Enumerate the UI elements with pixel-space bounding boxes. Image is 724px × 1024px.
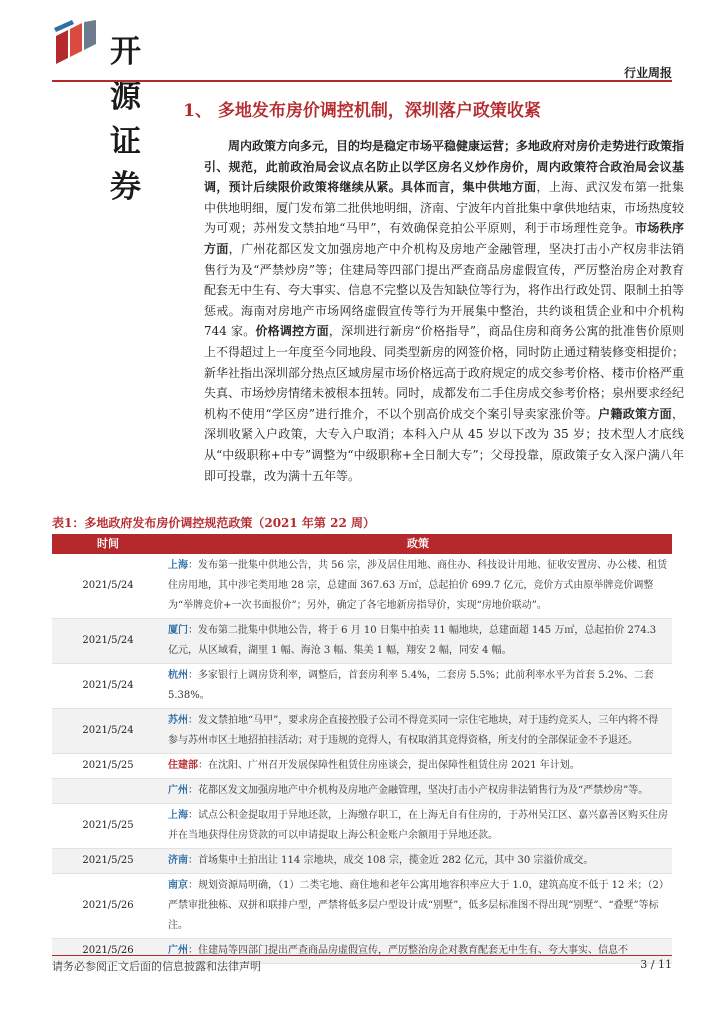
table-row [52, 619, 672, 664]
row-city: 苏州 [168, 715, 188, 726]
table-row [52, 779, 672, 804]
row-policy [164, 874, 672, 939]
row-policy [164, 804, 672, 849]
table-caption: 表1：多地政府发布房价调控规范政策（2021 年第 22 周） [52, 516, 375, 530]
text-land-supply: ，上海、武汉发布第一批集中供地明细，厦门发布第二批供地明细，济南、宁波年内首批集中拿供地结束，市场热度较为可观；苏州发文禁拍地“马甲”，有效确保竞拍公平原则，利于市场理性竞争。 [204, 180, 685, 236]
row-policy [164, 779, 672, 804]
text-market-order: ，广州花都区发文加强房地产中介机构及房地产金融管理，坚决打击小产权房非法销售行为及“严禁炒房”等；住建局等四部门提出严查商品房虚假宣传，严厉整治房企对教育配套无中生有、夸大事实、信息不完整以及告知缺位等行为，将作出行政处罚、限制土拍等惩戒。海南对房地产市场网络虚假宣传等行为开展集中整治，共约谈租赁企业和中介机构 744 家。 [204, 241, 685, 339]
table-row [52, 849, 672, 874]
footer-divider [52, 955, 672, 956]
lead-summary: 周内政策方向多元，目的均是稳定市场平稳健康运营；多地政府对房价走势进行政策指引、规范，此前政治局会议点名防止以学区房名义炒作房价，周内政策符合政治局会议基调，预计后续限价政策将继续从紧。具体而言， [204, 139, 685, 195]
row-policy-text: ：多家银行上调房贷利率，调整后，首套房利率 5.4%，二套房 5.5%；此前利率水平为首套 5.2%、二套 5.38%。 [168, 670, 654, 701]
row-city: 上海 [168, 560, 188, 571]
row-city: 住建部 [168, 760, 198, 771]
row-policy-text: ：首场集中土拍出让 114 宗地块，成交 108 宗，揽金近 282 亿元，其中 30 宗溢价成交。 [188, 855, 594, 866]
text-hukou-policy: ，深圳收紧入户政策，大专入户取消；本科入户从 45 岁以下改为 35 岁；技术型人才底线从“中级职称+中专”调整为“中级职称+全日制大专”；父母投靠，原政策子女入深户满八年即可投靠，改为满十五年等。 [204, 406, 684, 483]
row-city: 厦门 [168, 625, 188, 636]
row-city: 济南 [168, 855, 188, 866]
table-row [52, 554, 672, 619]
row-policy-text: ：规划资源局明确，（1）二类宅地、商住地和老年公寓用地容积率应大于 1.0，建筑高度不低于 12 米；（2）严禁审批独栋、双拼和联排户型，严禁将低多层户型设计成“别墅”，低多层标准图不得出现“别墅”、“叠墅”等标注。 [168, 880, 664, 931]
body-paragraph [204, 136, 684, 486]
row-policy [164, 709, 672, 754]
row-city: 上海 [168, 810, 188, 821]
table-row [52, 664, 672, 709]
row-date: 2021/5/26 [52, 874, 164, 939]
row-policy [164, 619, 672, 664]
row-date: 2021/5/25 [52, 804, 164, 849]
row-policy-text: ：发布第一批集中供地公告，共 56 宗，涉及居住用地、商住办、科技设计用地、征收安置房、办公楼、租赁住房用地，其中涉宅类用地 28 宗，总建面 367.63 万㎡，总起拍价 699.7 亿元，竞价方式由原举牌竞价调整为“举牌竞价+一次书面报价”；另外，确定了各宅地新房指导价，实现“房地价联动”。 [168, 560, 668, 611]
kaiyuan-logo-icon [52, 20, 102, 64]
keyword-hukou-policy: 户籍政策方面 [598, 406, 672, 421]
table-row [52, 754, 672, 779]
row-city: 广州 [168, 945, 188, 956]
row-policy-text: ：试点公积金提取用于异地还款，上海缴存职工，在上海无自有住房的，于苏州吴江区、嘉兴嘉善区购买住房并在当地获得住房贷款的可以申请提取上海公积金账户余额用于异地还款。 [168, 810, 668, 841]
row-policy [164, 754, 672, 779]
row-date: 2021/5/26 [52, 939, 164, 964]
row-date: 2021/5/24 [52, 619, 164, 664]
keyword-price-control: 价格调控方面 [255, 324, 329, 339]
row-date: 2021/5/24 [52, 554, 164, 619]
table-header-row [52, 534, 672, 554]
row-policy [164, 664, 672, 709]
page-number: 3 / 11 [640, 958, 672, 971]
table-row [52, 874, 672, 939]
text-price-control: ，深圳进行新房“价格指导”，商品住房和商务公寓的批准售价原则上不得超过上一年度至今同地段、同类型新房的网签价格，同时防止通过精装修变相提价；新华社指出深圳部分热点区域房屋市场价格远高于政府规定的成交参考价格、楼市价格严重失真、市场炒房情绪未被根本扭转。同时，成都发布二手住房成交参考价格；泉州要求经纪机构不使用“学区房”进行推介，不以个别高价成交个案引导卖家涨价等。 [204, 324, 685, 421]
row-policy-text: ：花都区发文加强房地产中介机构及房地产金融管理，坚决打击小产权房非法销售行为及“严禁炒房”等。 [188, 785, 649, 796]
row-city: 广州 [168, 785, 188, 796]
row-date: 2021/5/25 [52, 754, 164, 779]
row-policy [164, 554, 672, 619]
row-date [52, 779, 164, 804]
row-policy-text: ：住建局等四部门提出严查商品房虚假宣传，严厉整治房企对教育配套无中生有、夸大事实、信息不 [188, 945, 628, 956]
table-row [52, 804, 672, 849]
row-city: 杭州 [168, 670, 188, 681]
header-date: 时间 [52, 534, 164, 554]
row-date: 2021/5/25 [52, 849, 164, 874]
row-policy-text: ：发布第二批集中供地公告，将于 6 月 10 日集中拍卖 11 幅地块，总建面超 145 万㎡，总起拍价 274.3 亿元，从区域看，湖里 1 幅、海沧 3 幅、集美 1 幅，翔安 2 幅，同安 4 幅。 [168, 625, 657, 656]
row-date: 2021/5/24 [52, 709, 164, 754]
footer-disclaimer: 请务必参阅正文后面的信息披露和法律声明 [52, 960, 261, 973]
row-date: 2021/5/24 [52, 664, 164, 709]
row-policy [164, 849, 672, 874]
keyword-land-supply: 集中供地方面 [462, 180, 537, 195]
table-row [52, 709, 672, 754]
row-policy-text: ：发文禁拍地“马甲”，要求房企直接控股子公司不得竞买同一宗住宅地块，对于违约竞买人，三年内将不得参与苏州市区土地招拍挂活动；对于违规的竞得人，有权取消其竞得资格，所支付的全部保证金不予退还。 [168, 715, 659, 746]
keyword-market-order: 市场秩序方面 [204, 221, 684, 256]
section-title: 1、 多地发布房价调控机制，深圳落户政策收紧 [183, 101, 541, 121]
report-type-tag: 行业周报 [623, 66, 672, 80]
policy-table [52, 534, 672, 964]
brand-name: 开源证券 [110, 34, 142, 205]
row-city: 南京 [168, 880, 188, 891]
header-divider [52, 80, 672, 82]
header-policy: 政策 [164, 534, 672, 554]
row-policy-text: ：在沈阳、广州召开发展保障性租赁住房座谈会，提出保障性租赁住房 2021 年计划。 [198, 760, 580, 771]
